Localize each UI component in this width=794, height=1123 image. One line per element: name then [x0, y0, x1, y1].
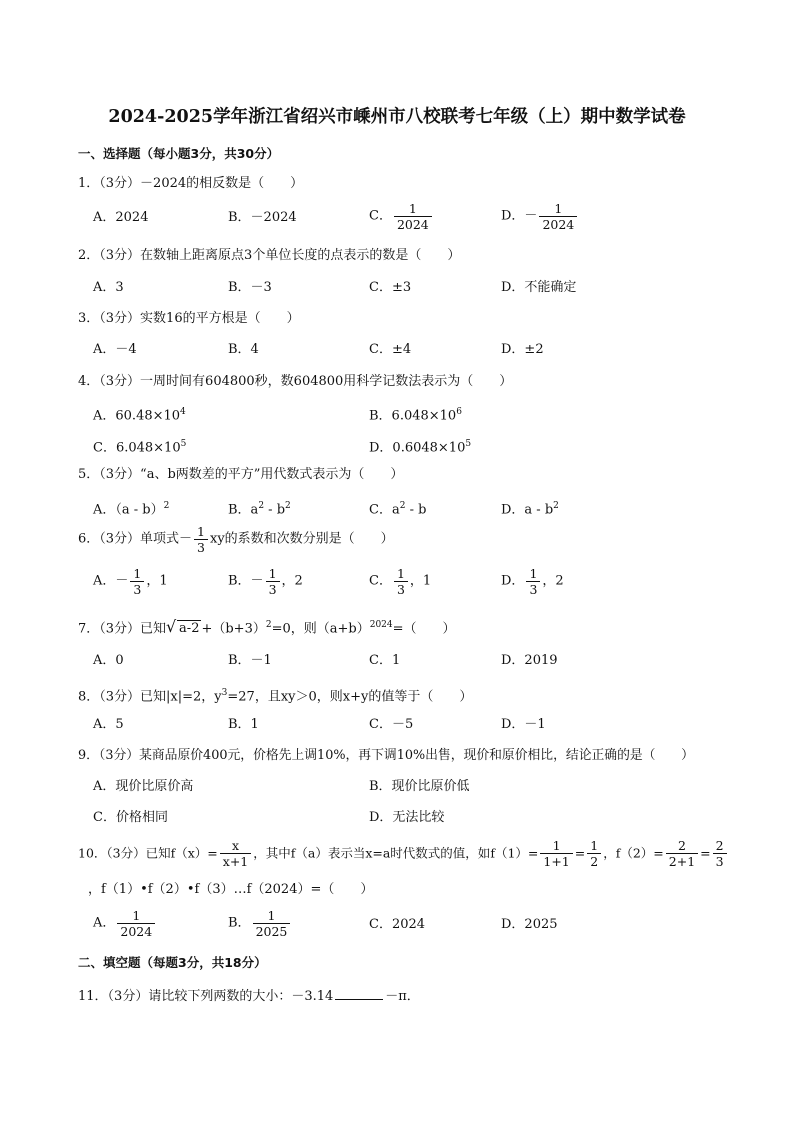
q1-option-b: B．－2024 [228, 210, 297, 225]
q8-option-c: C．－5 [369, 717, 414, 732]
q6-option-d: D． $\frac{1}{3}$ ，2 [501, 566, 564, 597]
q10-option-d: D．2025 [501, 917, 558, 932]
question-6: 6．（3分）单项式－ $\frac{1}{3}$ xy的系数和次数分别是（ ） [78, 524, 394, 555]
question-1: 1．（3分）－2024的相反数是（ ） [78, 176, 304, 191]
q2-option-b: B．－3 [228, 280, 272, 295]
question-10: 10．（3分）已知f（x）= $\frac{x}{x+1}$ ，其中f（a）表示当x=a时代数式的值，如f（1）= $\frac{1}{1+1}$ = $\frac{1}{2}$ ，f（2）= $\frac{2}{2+1}$ = $\frac{2}{3}$ [78, 838, 729, 869]
q1-option-d: D．－ $\frac{1}{2024}$ [501, 201, 579, 232]
q6-option-c: C． $\frac{1}{3}$ ，1 [369, 566, 432, 597]
q3-option-d: D．±2 [501, 342, 544, 357]
q10-option-c: C．2024 [369, 917, 426, 932]
q5-option-c: C．$a^2$ - b [369, 501, 427, 518]
q5-option-d: D．a - $b^2$ [501, 501, 559, 518]
q8-option-a: A．5 [93, 717, 124, 732]
q9-option-a: A．现价比原价高 [93, 779, 194, 794]
q5-option-b: B．$a^2 - b^2$ [228, 501, 291, 518]
question-11: 11．（3分）请比较下列两数的大小：－3.14 －π． [78, 989, 420, 1004]
q3-option-b: B．4 [228, 342, 259, 357]
question-2: 2．（3分）在数轴上距离原点3个单位长度的点表示的数是（ ） [78, 248, 461, 263]
q2-option-d: D．不能确定 [501, 280, 577, 295]
q6-option-b: B．－ $\frac{1}{3}$ ，2 [228, 566, 303, 597]
q7-option-b: B．－1 [228, 653, 272, 668]
q10-option-a: A． $\frac{1}{2024}$ [93, 908, 157, 939]
q2-option-a: A．3 [93, 280, 124, 295]
question-10-line2: ，f（1）•f（2）•f（3）…f（2024）=（ ） [88, 882, 374, 897]
question-8: 8．（3分）已知|x|=2，$y^3=27$，且xy＞0，则x+y的值等于（ ） [78, 688, 473, 705]
q6-option-a: A．－ $\frac{1}{3}$ ，1 [93, 566, 168, 597]
q7-option-d: D．2019 [501, 653, 558, 668]
q4-option-c: C．$6.048\times 10^5$ [93, 439, 187, 456]
section-fill-heading: 二、填空题（每题3分，共18分） [78, 955, 267, 970]
question-3: 3．（3分）实数16的平方根是（ ） [78, 311, 300, 326]
q1-option-a: A．2024 [93, 210, 149, 225]
q4-option-a: A．$60.48\times 10^4$ [93, 407, 186, 424]
q4-option-b: B．$6.048\times 10^6$ [369, 407, 462, 424]
section-choice-heading: 一、选择题（每小题3分，共30分） [78, 146, 280, 161]
question-5: 5．（3分）“a、b两数差的平方”用代数式表示为（ ） [78, 467, 404, 482]
q10-option-b: B． $\frac{1}{2025}$ [228, 908, 292, 939]
q7-option-c: C．1 [369, 653, 401, 668]
q5-option-a: A．（a - b）$^2$ [93, 501, 170, 518]
q8-option-d: D．－1 [501, 717, 546, 732]
answer-blank[interactable] [335, 987, 383, 1000]
question-7: 7．（3分）已知 √ $a-2 +(b+3)^2=0$，则$(a+b)^{2024}=$（ ） [78, 617, 456, 637]
q3-option-a: A．－4 [93, 342, 137, 357]
q3-option-c: C．±4 [369, 342, 412, 357]
q4-option-d: D．$0.6048\times 10^5$ [369, 439, 472, 456]
q7-option-a: A．0 [93, 653, 124, 668]
q1-option-c: C． $\frac{1}{2024}$ [369, 201, 434, 232]
q9-option-c: C．价格相同 [93, 810, 168, 825]
question-9: 9．（3分）某商品原价400元，价格先上调10%，再下调10%出售，现价和原价相比，结论正确的是（ ） [78, 748, 694, 763]
page-title: 2024-2025学年浙江省绍兴市嵊州市八校联考七年级（上）期中数学试卷 [108, 107, 686, 127]
question-4: 4．（3分）一周时间有604800秒，数604800用科学记数法表示为（ ） [78, 374, 513, 389]
q9-option-b: B．现价比原价低 [369, 779, 470, 794]
q8-option-b: B．1 [228, 717, 259, 732]
q9-option-d: D．无法比较 [369, 810, 445, 825]
q2-option-c: C．±3 [369, 280, 412, 295]
